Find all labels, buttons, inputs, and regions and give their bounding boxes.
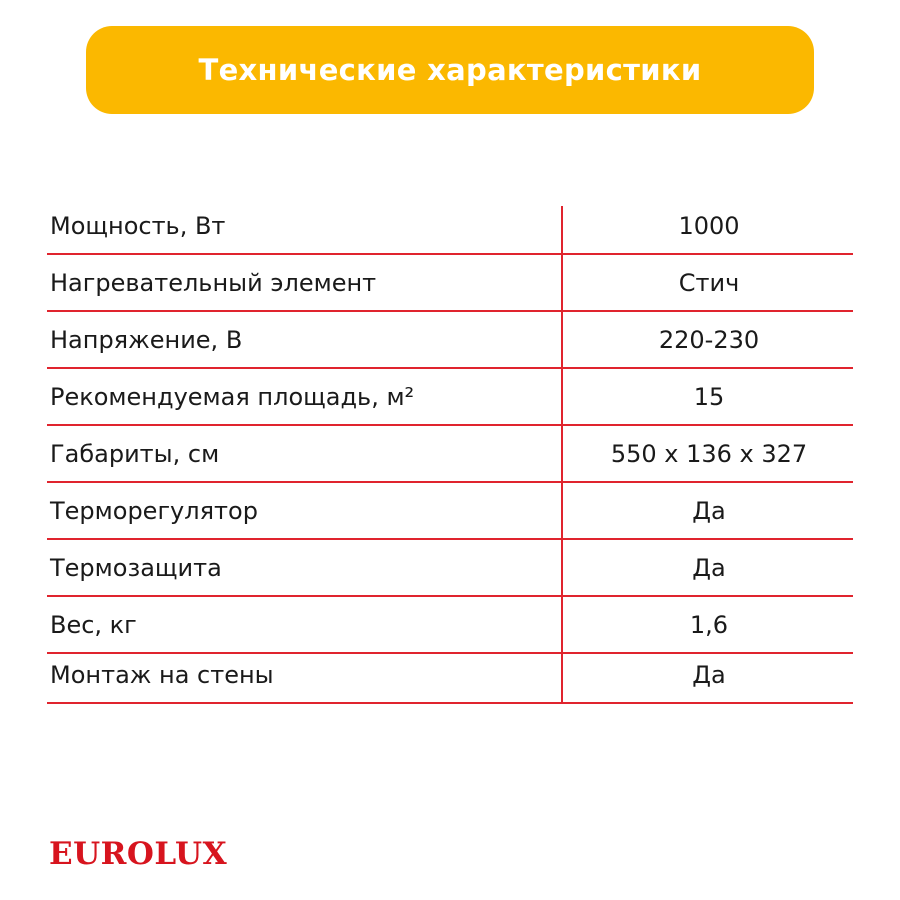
spec-row-power	[47, 198, 853, 255]
spec-value: Да	[692, 554, 726, 582]
spec-label: Габариты, см	[50, 440, 220, 468]
spec-label: Напряжение, В	[50, 326, 243, 354]
spec-label: Рекомендуемая площадь, м²	[50, 383, 415, 411]
spec-value: 1,6	[689, 611, 729, 639]
spec-value: Да	[692, 497, 726, 525]
spec-row-dimensions	[47, 426, 853, 483]
spec-label: Терморегулятор	[50, 497, 258, 525]
spec-label: Нагревательный элемент	[50, 269, 377, 297]
spec-value: 1000	[678, 212, 740, 240]
spec-label: Мощность, Вт	[50, 212, 226, 240]
brand-logo: EUROLUX	[49, 836, 228, 872]
spec-row-thermal-protection	[47, 540, 853, 597]
spec-label: Термозащита	[50, 554, 222, 582]
spec-value: 550 х 136 х 327	[610, 440, 808, 468]
row-divider	[47, 702, 853, 704]
spec-label: Монтаж на стены	[50, 661, 274, 689]
spec-table	[47, 198, 853, 704]
spec-value: 220-230	[658, 326, 760, 354]
spec-row-thermostat	[47, 483, 853, 540]
spec-row-heating-element	[47, 255, 853, 312]
spec-row-area	[47, 369, 853, 426]
spec-label: Вес, кг	[50, 611, 137, 639]
spec-value: Стич	[678, 269, 740, 297]
page-title: Технические характеристики	[198, 53, 702, 87]
header-banner	[86, 26, 814, 114]
spec-row-voltage	[47, 312, 853, 369]
spec-row-weight	[47, 597, 853, 654]
spec-row-wall-mount	[47, 647, 853, 704]
spec-value: Да	[692, 661, 726, 689]
spec-value: 15	[693, 383, 725, 411]
